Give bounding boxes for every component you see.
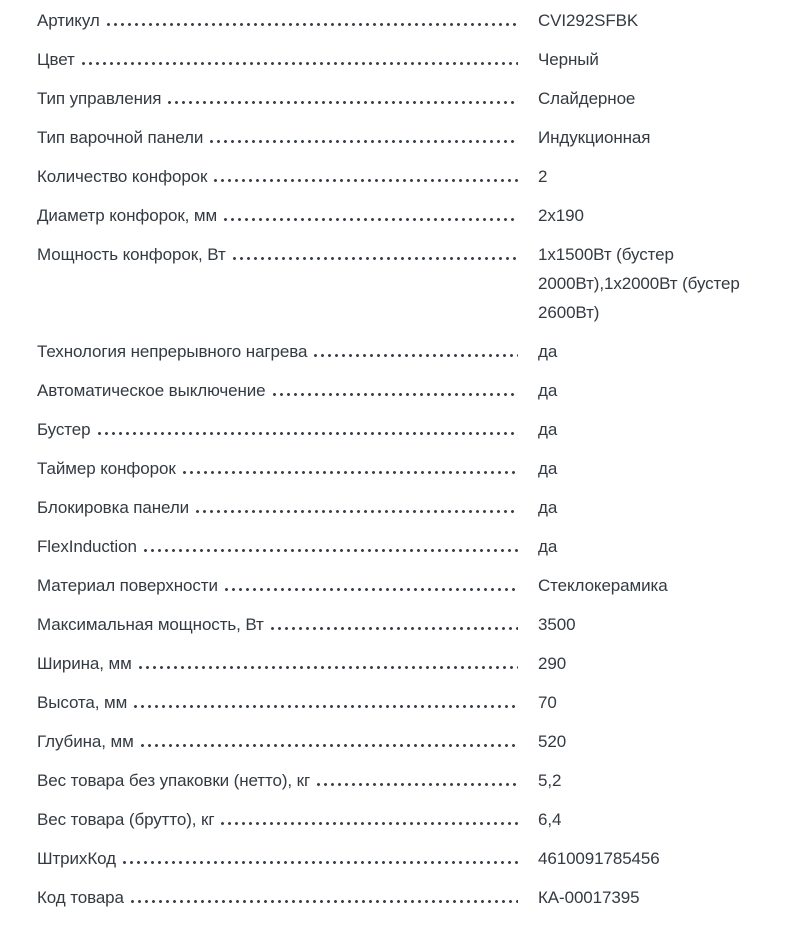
spec-value: Слайдерное <box>538 89 636 108</box>
dot-leader <box>317 783 518 786</box>
spec-row <box>37 201 791 230</box>
spec-row <box>37 766 791 795</box>
spec-value: 5,2 <box>538 771 562 790</box>
spec-label: Высота, мм <box>37 693 128 712</box>
spec-label: Максимальная мощность, Вт <box>37 615 264 634</box>
spec-label: Вес товара (брутто), кг <box>37 810 215 829</box>
spec-row <box>37 6 791 35</box>
spec-row <box>37 688 791 717</box>
spec-value: КА-00017395 <box>538 888 640 907</box>
dot-leader <box>123 861 518 864</box>
dot-leader <box>225 588 518 591</box>
dot-leader <box>214 179 518 182</box>
spec-row <box>37 493 791 522</box>
dot-leader <box>131 900 518 903</box>
spec-value: 2 <box>538 167 548 186</box>
spec-row <box>37 415 791 444</box>
spec-value: да <box>538 381 558 400</box>
dot-leader <box>221 822 518 825</box>
spec-row <box>37 883 791 912</box>
spec-row <box>37 805 791 834</box>
dot-leader <box>168 101 518 104</box>
spec-row <box>37 610 791 639</box>
spec-label: Цвет <box>37 50 75 69</box>
spec-row <box>37 84 791 113</box>
spec-label: Вес товара без упаковки (нетто), кг <box>37 771 311 790</box>
spec-value: Стеклокерамика <box>538 576 668 595</box>
dot-leader <box>183 471 518 474</box>
dot-leader <box>233 257 518 260</box>
spec-row <box>37 376 791 405</box>
spec-row <box>37 162 791 191</box>
spec-label: FlexInduction <box>37 537 137 556</box>
spec-label: Артикул <box>37 11 100 30</box>
spec-row <box>37 337 791 366</box>
spec-value: 290 <box>538 654 567 673</box>
dot-leader <box>273 393 519 396</box>
spec-row <box>37 454 791 483</box>
spec-value: 520 <box>538 732 567 751</box>
spec-row <box>37 844 791 873</box>
dot-leader <box>98 432 519 435</box>
spec-value: 4610091785456 <box>538 849 660 868</box>
spec-row <box>37 649 791 678</box>
spec-label: Тип управления <box>37 89 162 108</box>
dot-leader <box>196 510 518 513</box>
spec-value: да <box>538 342 558 361</box>
spec-label: ШтрихКод <box>37 849 116 868</box>
spec-value: да <box>538 459 558 478</box>
spec-label: Технология непрерывного нагрева <box>37 342 308 361</box>
spec-value: 3500 <box>538 615 576 634</box>
dot-leader <box>82 62 518 65</box>
spec-row <box>37 571 791 600</box>
spec-value: Черный <box>538 50 599 69</box>
spec-value: Индукционная <box>538 128 651 147</box>
spec-value: да <box>538 420 558 439</box>
spec-row <box>37 45 791 74</box>
spec-label: Глубина, мм <box>37 732 134 751</box>
spec-label: Блокировка панели <box>37 498 190 517</box>
spec-row <box>37 123 791 152</box>
dot-leader <box>134 705 518 708</box>
spec-label: Ширина, мм <box>37 654 132 673</box>
spec-value: 70 <box>538 693 557 712</box>
spec-row <box>37 240 791 327</box>
spec-value: 1x1500Вт (бустер 2000Вт),1x2000Вт (бустер 2600Вт) <box>538 245 740 322</box>
spec-label: Количество конфорок <box>37 167 208 186</box>
dot-leader <box>314 354 518 357</box>
spec-label: Тип варочной панели <box>37 128 204 147</box>
spec-label: Бустер <box>37 420 91 439</box>
spec-row <box>37 727 791 756</box>
dot-leader <box>224 218 518 221</box>
spec-value: 2x190 <box>538 206 584 225</box>
spec-label: Диаметр конфорок, мм <box>37 206 218 225</box>
spec-label: Автоматическое выключение <box>37 381 266 400</box>
spec-value: 6,4 <box>538 810 562 829</box>
spec-label: Таймер конфорок <box>37 459 176 478</box>
dot-leader <box>139 666 518 669</box>
dot-leader <box>141 744 518 747</box>
dot-leader <box>144 549 518 552</box>
spec-label: Мощность конфорок, Вт <box>37 245 226 264</box>
spec-label: Материал поверхности <box>37 576 218 595</box>
spec-label: Код товара <box>37 888 124 907</box>
dot-leader <box>271 627 518 630</box>
spec-value: да <box>538 537 558 556</box>
spec-value: CVI292SFBK <box>538 11 639 30</box>
spec-row <box>37 532 791 561</box>
dot-leader <box>107 23 518 26</box>
dot-leader <box>210 140 518 143</box>
spec-value: да <box>538 498 558 517</box>
